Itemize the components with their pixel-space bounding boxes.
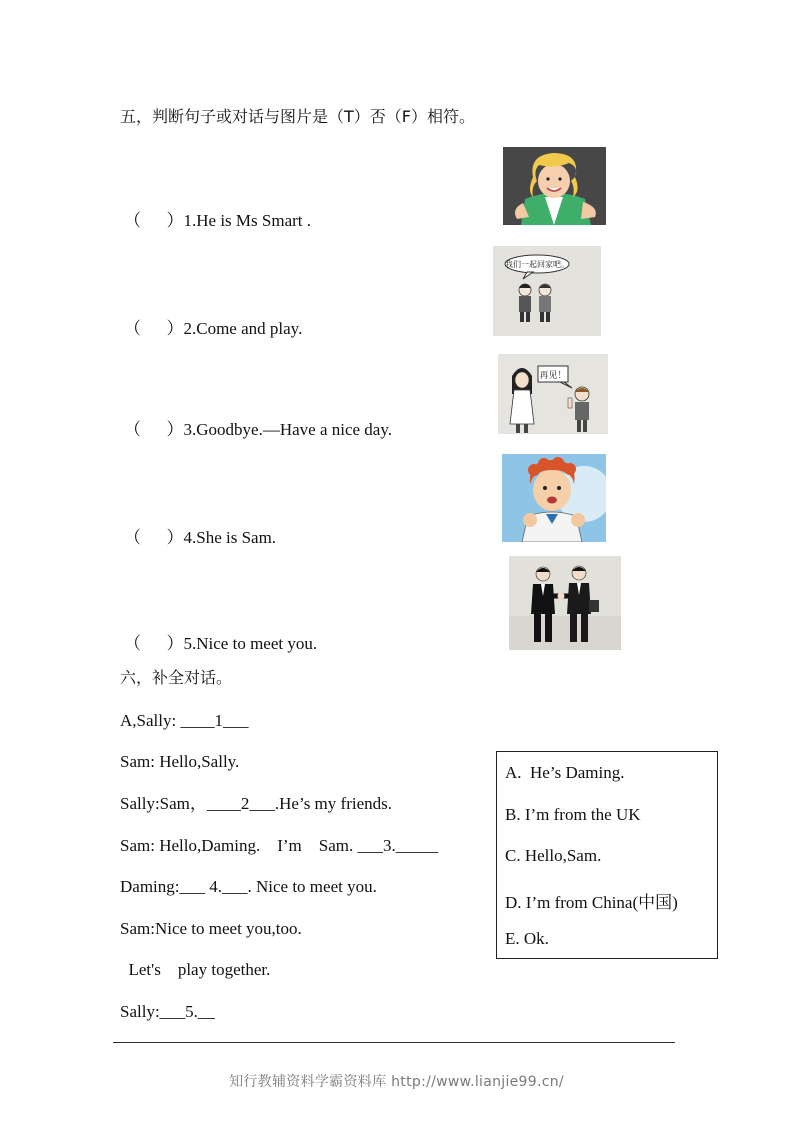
dialogue-line-6: Sam:Nice to meet you,too.	[120, 919, 302, 938]
question-1	[124, 210, 311, 232]
speech-bubble-text: 我们一起回家吧。	[505, 260, 569, 269]
options-box	[496, 751, 718, 959]
footer-divider	[113, 1042, 675, 1043]
question-2	[124, 318, 302, 340]
goodbye-bubble-text: 再见！	[539, 371, 567, 381]
question-text-2: 2.Come and play.	[183, 319, 303, 338]
curly-haired-boy-picture	[502, 454, 606, 542]
option-a: A. He’s Daming.	[505, 763, 625, 782]
answer-bracket-3[interactable]: （ ）	[124, 420, 184, 439]
two-children-speech-bubble-picture	[493, 246, 601, 336]
dialogue-line-4: Sam: Hello,Daming. I’m Sam. ___3._____	[120, 836, 439, 855]
question-text-1: 1.He is Ms Smart .	[183, 211, 311, 230]
dialogue-line-7: Let's play together.	[120, 960, 271, 979]
option-e: E. Ok.	[505, 929, 549, 948]
dialogue-line-1: A,Sally: ____1___	[120, 711, 249, 730]
dialogue-line-5: Daming:___ 4.___. Nice to meet you.	[120, 877, 377, 896]
question-text-3: 3.Goodbye.—Have a nice day.	[183, 420, 392, 439]
option-b: B. I’m from the UK	[505, 805, 641, 824]
dialogue-line-8: Sally:___5.__	[120, 1002, 215, 1021]
option-c: C. Hello,Sam.	[505, 846, 602, 865]
dialogue-line-3: Sally:Sam，____2___.He’s my friends.	[120, 794, 392, 813]
question-text-4: 4.She is Sam.	[183, 528, 277, 547]
question-3	[124, 419, 392, 441]
footer-text: 知行教辅资料学霸资料库 http://www.lianjie99.cn/	[229, 1074, 564, 1090]
smiling-woman-picture	[503, 147, 606, 225]
answer-bracket-2[interactable]: （ ）	[124, 319, 184, 338]
two-men-handshake-picture	[509, 556, 621, 650]
question-4	[124, 527, 276, 549]
option-d: D. I’m from China(中国)	[505, 893, 678, 912]
question-text-5: 5.Nice to meet you.	[183, 634, 318, 653]
answer-bracket-1[interactable]: （ ）	[124, 211, 184, 230]
section6-title: 六，补全对话。	[120, 668, 233, 687]
section5-title: 五，判断句子或对话与图片是（T）否（F）相符。	[120, 107, 475, 126]
answer-bracket-5[interactable]: （ ）	[124, 634, 184, 653]
girl-boy-goodbye-picture	[498, 354, 608, 434]
question-5	[124, 633, 317, 655]
dialogue-line-2: Sam: Hello,Sally.	[120, 752, 240, 771]
answer-bracket-4[interactable]: （ ）	[124, 528, 184, 547]
